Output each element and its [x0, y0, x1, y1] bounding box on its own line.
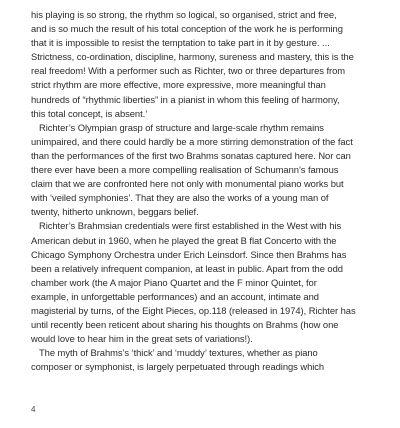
- text-line: his playing is so strong, the rhythm so logical, so organised, strict and free,: [31, 9, 337, 20]
- paragraph-3: [31, 219, 377, 346]
- text-line: claim that we are confronted here not only with monumental piano works but: [31, 178, 344, 190]
- text-line: and is so much the result of his total conception of the work he is performing: [31, 23, 343, 35]
- text-line: there ever have been a more compelling realisation of Schumann’s famous: [31, 164, 339, 176]
- text-line: with ‘veiled symphonies’. That they are also the works of a young man of: [31, 192, 329, 204]
- text-line: than the performances of the first two Brahms sonatas captured here. Nor can: [31, 149, 351, 161]
- text-line: strict rhythm are more effective, more expressive, more meaningful than: [31, 79, 326, 91]
- page-body: [31, 8, 377, 374]
- page-number: 4: [31, 405, 36, 414]
- text-line: Strictness, co-ordination, discipline, harmony, sureness and mastery, this is the: [31, 51, 354, 63]
- text-line: real freedom! With a performer such as Richter, two or three departures from: [31, 65, 346, 77]
- text-line: hundreds of “rhythmic liberties” in a pianist in whom this feeling of harmony,: [31, 93, 340, 105]
- text-line: American debut in 1960, when he played the great B flat Concerto with the: [31, 234, 337, 246]
- text-line: that it is impossible to resist the temptation to take part in it by gesture. ...: [31, 37, 330, 49]
- text-line: Richter’s Brahmsian credentials were first established in the West with his: [39, 220, 342, 232]
- text-line: example, in unforgettable performances) and an account, intimate and: [31, 290, 319, 302]
- text-line: would love to hear him in the great sets of variations!).: [31, 333, 253, 345]
- text-line: Richter’s Olympian grasp of structure and large-scale rhythm remains: [39, 121, 324, 133]
- text-line: twenty, hitherto unknown, beggars belief.: [31, 206, 199, 218]
- text-line: been a relatively infrequent companion, at least in public. Apart from the odd: [31, 262, 343, 274]
- paragraph-4: [31, 346, 377, 374]
- text-line: until recently been reticent about sharing his thoughts on Brahms (how one: [31, 319, 339, 331]
- text-line: unimpaired, and there could hardly be a more stirring demonstration of the fact: [31, 135, 353, 147]
- text-line: The myth of Brahms’s ‘thick’ and ‘muddy’ textures, whether as piano: [39, 347, 318, 359]
- text-line: chamber work (the A major Piano Quartet and the F minor Quintet, for: [31, 276, 317, 288]
- text-line: magisterial by turns, of the Eight Pieces, op.118 (released in 1974), Richter has: [31, 304, 356, 316]
- paragraph-1: [31, 8, 377, 121]
- text-line: this total concept, is absent.’: [31, 107, 148, 119]
- text-line: Chicago Symphony Orchestra under Erich Leinsdorf. Since then Brahms has: [31, 248, 347, 260]
- text-line: composer or symphonist, is largely perpetuated through readings which: [31, 361, 325, 373]
- paragraph-2: [31, 121, 377, 220]
